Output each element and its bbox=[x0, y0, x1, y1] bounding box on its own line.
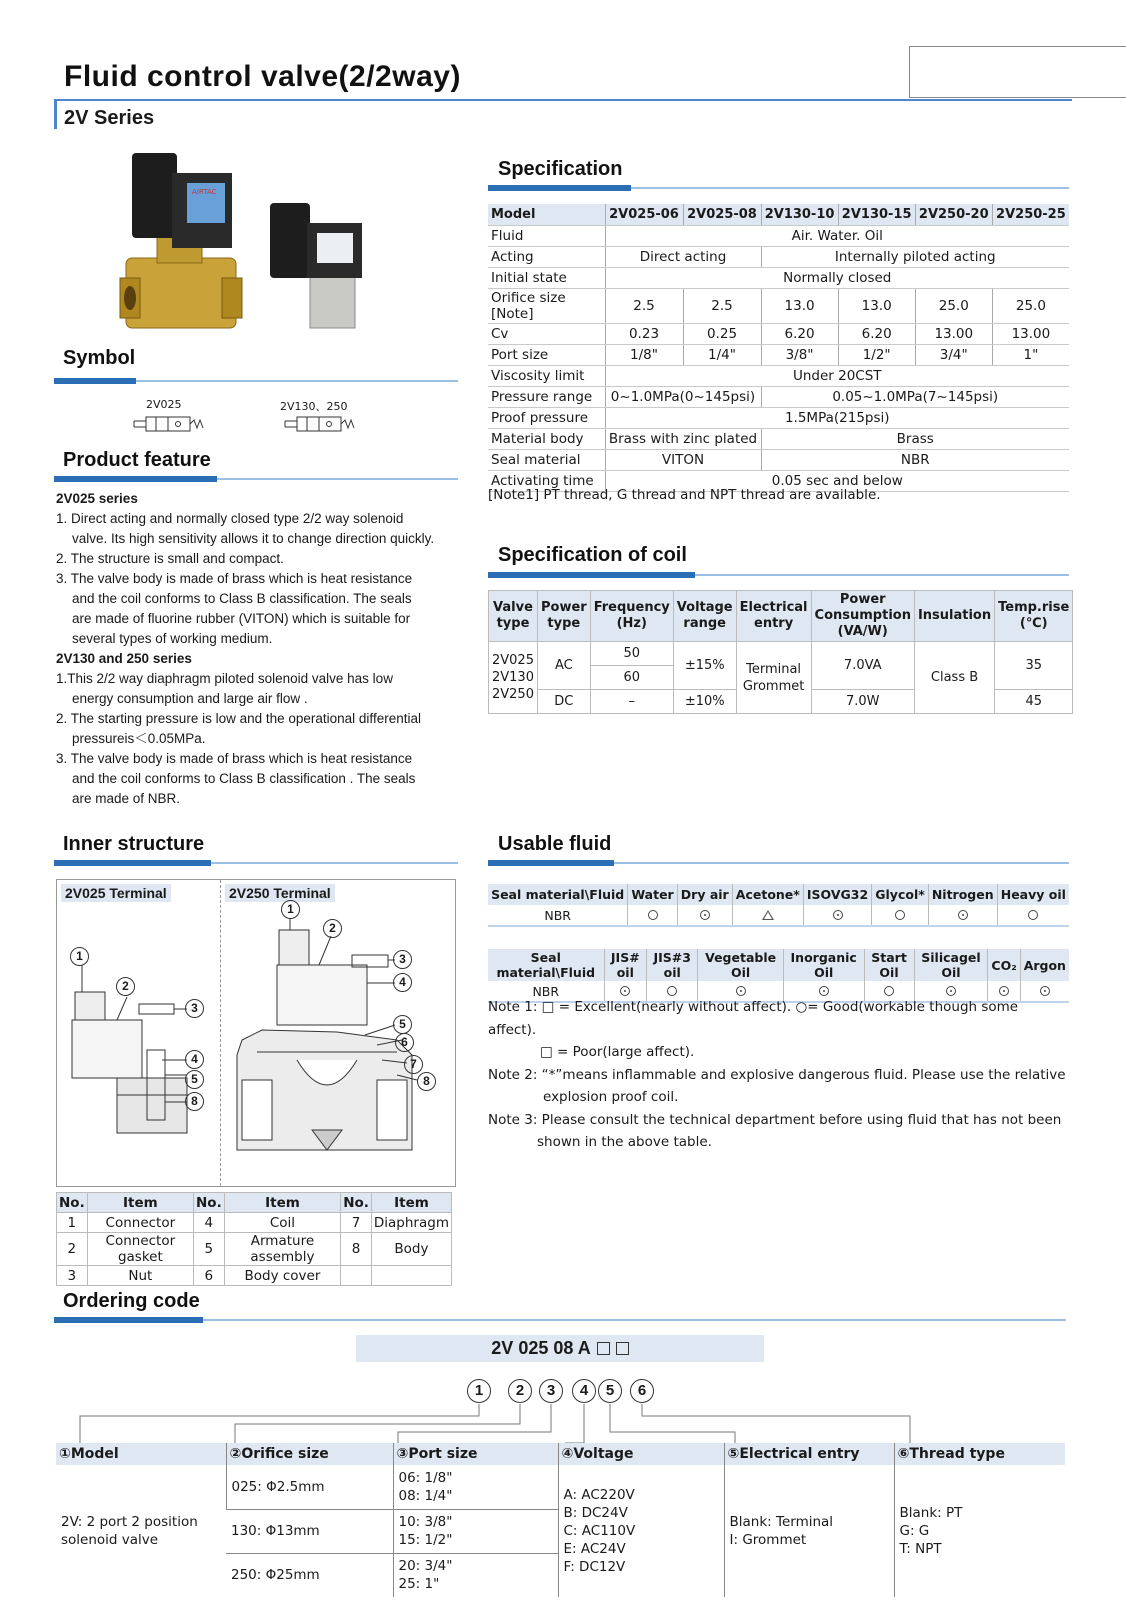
circle-icon bbox=[648, 910, 658, 920]
fluid-seal: NBR bbox=[488, 905, 628, 926]
code-part-4: 4 bbox=[572, 1379, 596, 1403]
fluid-header: CO₂ bbox=[988, 949, 1020, 981]
parts-cell: Armature assembly bbox=[224, 1233, 340, 1266]
ordering-header: ①Model bbox=[56, 1443, 226, 1465]
circle-icon bbox=[667, 986, 677, 996]
coil-volt-dc: ±10% bbox=[673, 690, 736, 714]
parts-header: No. bbox=[57, 1193, 88, 1213]
parts-cell: 7 bbox=[341, 1213, 372, 1233]
ordering-orifice: 025: Φ2.5mm bbox=[226, 1465, 393, 1509]
spec-value: Brass with zinc plated bbox=[605, 428, 761, 449]
spec-value: 1/8" bbox=[605, 344, 683, 365]
circle-dot-icon bbox=[999, 986, 1009, 996]
fluid-note: Note 3: Please consult the technical department before using fluid that has not been bbox=[488, 1111, 1062, 1128]
feature-line: pressureis＜0.05MPa. bbox=[72, 731, 206, 746]
ordering-header: ④Voltage bbox=[558, 1443, 724, 1465]
section-title-coil: Specification of coil bbox=[498, 544, 687, 566]
symbol-label-2v025: 2V025 bbox=[146, 398, 182, 411]
parts-cell: 8 bbox=[341, 1233, 372, 1266]
fluid-cell bbox=[628, 905, 677, 926]
spec-label: Pressure range bbox=[488, 386, 605, 407]
table-row bbox=[488, 267, 1069, 288]
ordering-table bbox=[56, 1443, 1065, 1597]
product-photo bbox=[112, 148, 382, 348]
spec-value: 25.0 bbox=[992, 288, 1069, 323]
coil-header: Temp.rise (℃) bbox=[995, 591, 1073, 642]
usable-fluid-table-2 bbox=[488, 949, 1069, 1003]
coil-insulation: Class B bbox=[914, 642, 994, 714]
spec-value: 0.25 bbox=[683, 323, 761, 344]
spec-label: Acting bbox=[488, 246, 605, 267]
parts-cell: 2 bbox=[57, 1233, 88, 1266]
callout-1: 1 bbox=[70, 947, 89, 966]
spec-value: 13.0 bbox=[761, 288, 838, 323]
parts-header: Item bbox=[87, 1193, 193, 1213]
spec-label: Port size bbox=[488, 344, 605, 365]
section-accent-bar bbox=[54, 860, 211, 866]
callout-7: 7 bbox=[404, 1055, 423, 1074]
table-row bbox=[57, 1193, 452, 1213]
spec-value: NBR bbox=[761, 449, 1069, 470]
circle-dot-icon bbox=[1040, 986, 1050, 996]
fluid-note: Note 2: “*”means inflammable and explosive dangerous fluid. Please use the relative bbox=[488, 1066, 1066, 1083]
section-title-ordering: Ordering code bbox=[63, 1290, 200, 1312]
table-row bbox=[56, 1465, 1065, 1509]
circle-dot-icon bbox=[700, 910, 710, 920]
spec-value: Brass bbox=[761, 428, 1069, 449]
title-rule-left bbox=[54, 99, 57, 129]
spec-label: Activating time bbox=[488, 470, 605, 491]
ordering-port: 20: 3/4" 25: 1" bbox=[393, 1553, 558, 1597]
table-row bbox=[488, 407, 1069, 428]
callout-8: 8 bbox=[417, 1072, 436, 1091]
section-title-usable: Usable fluid bbox=[498, 833, 612, 855]
coil-freq: – bbox=[590, 690, 673, 714]
feature-line: valve. Its high sensitivity allows it to change direction quickly. bbox=[72, 531, 435, 546]
parts-cell: Connector gasket bbox=[87, 1233, 193, 1266]
parts-cell: 6 bbox=[194, 1266, 225, 1286]
callout-3: 3 bbox=[393, 950, 412, 969]
ordering-code-band bbox=[356, 1335, 764, 1362]
inner-right-label: 2V250 Terminal bbox=[225, 884, 335, 902]
fluid-note: explosion proof coil. bbox=[543, 1089, 679, 1105]
callout-5: 5 bbox=[393, 1015, 412, 1034]
circle-dot-icon bbox=[620, 986, 630, 996]
spec-value: 25.0 bbox=[915, 288, 992, 323]
parts-cell: 3 bbox=[57, 1266, 88, 1286]
spec-value: 13.00 bbox=[992, 323, 1069, 344]
table-row bbox=[488, 204, 1069, 225]
table-row bbox=[488, 884, 1069, 905]
callout-4: 4 bbox=[393, 973, 412, 992]
ordering-connector-lines bbox=[0, 1400, 1126, 1445]
spec-label: Material body bbox=[488, 428, 605, 449]
code-part-2: 2 bbox=[508, 1379, 532, 1403]
inner-left-label: 2V025 Terminal bbox=[61, 884, 171, 902]
callout-8: 8 bbox=[185, 1092, 204, 1111]
spec-value: 13.0 bbox=[838, 288, 915, 323]
fluid-header: Seal material\Fluid bbox=[488, 884, 628, 905]
fluid-header: Seal material\Fluid bbox=[488, 949, 604, 981]
feature-line: and the coil conforms to Class B classification . The seals bbox=[72, 771, 416, 786]
fluid-note: □ = Poor(large affect). bbox=[540, 1044, 695, 1060]
coil-table bbox=[488, 590, 1073, 714]
product-feature-text bbox=[56, 489, 466, 809]
spec-value: 1/4" bbox=[683, 344, 761, 365]
spec-label: Proof pressure bbox=[488, 407, 605, 428]
code-part-1: 1 bbox=[467, 1379, 491, 1403]
feature-series-title: 2V130 and 250 series bbox=[56, 651, 192, 666]
spec-label: Fluid bbox=[488, 225, 605, 246]
fluid-header: Silicagel Oil bbox=[914, 949, 988, 981]
spec-label: Seal material bbox=[488, 449, 605, 470]
parts-table bbox=[56, 1192, 452, 1286]
title-rule bbox=[54, 99, 1072, 101]
callout-6: 6 bbox=[395, 1033, 414, 1052]
triangle-icon bbox=[762, 910, 774, 920]
spec-label: Orifice size [Note] bbox=[488, 288, 605, 323]
table-row bbox=[488, 905, 1069, 926]
coil-freq: 50 bbox=[590, 642, 673, 666]
spec-value: 1/2" bbox=[838, 344, 915, 365]
spec-value: 1" bbox=[992, 344, 1069, 365]
parts-cell: Body bbox=[371, 1233, 451, 1266]
fluid-cell bbox=[997, 905, 1069, 926]
parts-cell: 4 bbox=[194, 1213, 225, 1233]
fluid-cell bbox=[732, 905, 803, 926]
parts-header: Item bbox=[224, 1193, 340, 1213]
ordering-orifice: 130: Φ13mm bbox=[226, 1509, 393, 1553]
spec-model: 2V250-25 bbox=[992, 204, 1069, 225]
callout-3: 3 bbox=[185, 999, 204, 1018]
table-row bbox=[488, 949, 1069, 981]
spec-value: Internally piloted acting bbox=[761, 246, 1069, 267]
ordering-header: ③Port size bbox=[393, 1443, 558, 1465]
spec-value: 13.00 bbox=[915, 323, 992, 344]
fluid-header: Acetone* bbox=[732, 884, 803, 905]
parts-cell bbox=[371, 1266, 451, 1286]
spec-value: Normally closed bbox=[605, 267, 1069, 288]
table-row bbox=[57, 1233, 452, 1266]
fluid-header: Inorganic Oil bbox=[783, 949, 864, 981]
circle-dot-icon bbox=[833, 910, 843, 920]
callout-2: 2 bbox=[323, 919, 342, 938]
spec-label: Model bbox=[488, 204, 605, 225]
feature-line: 3. The valve body is made of brass which is heat resistance bbox=[56, 751, 413, 766]
coil-freq: 60 bbox=[590, 666, 673, 690]
table-row bbox=[488, 288, 1069, 323]
header-corner-box bbox=[909, 46, 1126, 98]
fluid-header: Nitrogen bbox=[928, 884, 997, 905]
coil-entry: Terminal Grommet bbox=[736, 642, 811, 714]
coil-header: Voltage range bbox=[673, 591, 736, 642]
specification-table bbox=[488, 204, 1069, 492]
callout-5: 5 bbox=[185, 1070, 204, 1089]
valve-symbol-2v025-icon bbox=[132, 413, 210, 435]
ordering-thread: Blank: PT G: G T: NPT bbox=[894, 1465, 1065, 1597]
table-row bbox=[57, 1266, 452, 1286]
spec-value: Under 20CST bbox=[605, 365, 1069, 386]
parts-cell: Body cover bbox=[224, 1266, 340, 1286]
table-row bbox=[488, 225, 1069, 246]
fluid-seal: NBR bbox=[488, 981, 604, 1002]
section-accent-bar bbox=[54, 476, 217, 482]
table-row bbox=[57, 1213, 452, 1233]
spec-model: 2V025-06 bbox=[605, 204, 683, 225]
spec-value: Direct acting bbox=[605, 246, 761, 267]
feature-line: and the coil conforms to Class B classification. The seals bbox=[72, 591, 412, 606]
usable-fluid-table-1 bbox=[488, 884, 1069, 927]
circle-icon bbox=[884, 986, 894, 996]
page-title: Fluid control valve(2/2way) bbox=[64, 60, 461, 93]
spec-label: Cv bbox=[488, 323, 605, 344]
table-row bbox=[489, 591, 1073, 642]
circle-icon bbox=[1028, 910, 1038, 920]
spec-value: 0.05 sec and below bbox=[605, 470, 1069, 491]
callout-4: 4 bbox=[185, 1050, 204, 1069]
fluid-note: shown in the above table. bbox=[537, 1134, 712, 1150]
fluid-header: JIS# oil bbox=[604, 949, 647, 981]
section-title-symbol: Symbol bbox=[63, 347, 136, 369]
table-row bbox=[488, 386, 1069, 407]
callout-1: 1 bbox=[281, 900, 300, 919]
spec-value: 6.20 bbox=[838, 323, 915, 344]
fluid-notes bbox=[488, 996, 1068, 1154]
table-row bbox=[489, 642, 1073, 666]
spec-value: 0~1.0MPa(0~145psi) bbox=[605, 386, 761, 407]
fluid-note: Note 1: □ = Excellent(nearly without affect). ○= Good(workable though some affect). bbox=[488, 999, 1019, 1038]
ordering-header: ⑥Thread type bbox=[894, 1443, 1065, 1465]
fluid-header: Water bbox=[628, 884, 677, 905]
fluid-header: Argon bbox=[1020, 949, 1069, 981]
feature-line: several types of working medium. bbox=[72, 631, 273, 646]
feature-line: 1. Direct acting and normally closed type 2/2 way solenoid bbox=[56, 511, 404, 526]
spec-label: Viscosity limit bbox=[488, 365, 605, 386]
coil-header: Electrical entry bbox=[736, 591, 811, 642]
code-part-5: 5 bbox=[598, 1379, 622, 1403]
table-row bbox=[56, 1443, 1065, 1465]
parts-cell: Connector bbox=[87, 1213, 193, 1233]
fluid-cell bbox=[677, 905, 732, 926]
section-accent-bar bbox=[488, 185, 631, 191]
table-row bbox=[488, 246, 1069, 267]
feature-line: are made of NBR. bbox=[72, 791, 181, 806]
circle-dot-icon bbox=[958, 910, 968, 920]
section-accent-bar bbox=[54, 378, 136, 384]
fluid-cell bbox=[928, 905, 997, 926]
section-accent-bar bbox=[488, 572, 695, 578]
feature-line: 1.This 2/2 way diaphragm piloted solenoid valve has low bbox=[56, 671, 393, 686]
parts-cell: Nut bbox=[87, 1266, 193, 1286]
section-title-feature: Product feature bbox=[63, 449, 211, 471]
circle-dot-icon bbox=[946, 986, 956, 996]
feature-line: 3. The valve body is made of brass which is heat resistance bbox=[56, 571, 413, 586]
spec-value: 6.20 bbox=[761, 323, 838, 344]
coil-power-dc: DC bbox=[537, 690, 590, 714]
brand-label: AIRTAC bbox=[192, 188, 217, 196]
parts-header: No. bbox=[341, 1193, 372, 1213]
coil-header: Insulation bbox=[914, 591, 994, 642]
option-square-icon bbox=[616, 1342, 629, 1355]
spec-value: 2.5 bbox=[683, 288, 761, 323]
feature-line: 2. The structure is small and compact. bbox=[56, 551, 284, 566]
feature-line: are made of fluorine rubber (VITON) which is suitable for bbox=[72, 611, 411, 626]
fluid-header: Heavy oil bbox=[997, 884, 1069, 905]
coil-header: Frequency (Hz) bbox=[590, 591, 673, 642]
feature-line: energy consumption and large air flow . bbox=[72, 691, 308, 706]
spec-model: 2V130-10 bbox=[761, 204, 838, 225]
coil-power-ac-value: 7.0VA bbox=[811, 642, 914, 690]
section-title-specification: Specification bbox=[498, 158, 623, 180]
ordering-voltage: A: AC220V B: DC24V C: AC110V E: AC24V F: DC12V bbox=[558, 1465, 724, 1597]
code-part-3: 3 bbox=[539, 1379, 563, 1403]
fluid-cell bbox=[872, 905, 929, 926]
coil-header: Valve type bbox=[489, 591, 538, 642]
coil-power-dc-value: 7.0W bbox=[811, 690, 914, 714]
spec-value: 1.5MPa(215psi) bbox=[605, 407, 1069, 428]
spec-model: 2V025-08 bbox=[683, 204, 761, 225]
ordering-header: ⑤Electrical entry bbox=[724, 1443, 894, 1465]
valve-symbol-2v130-icon bbox=[283, 413, 361, 435]
parts-cell: Diaphragm bbox=[371, 1213, 451, 1233]
series-title: 2V Series bbox=[64, 107, 155, 129]
spec-model: 2V250-20 bbox=[915, 204, 992, 225]
ordering-header: ②Orifice size bbox=[226, 1443, 393, 1465]
ordering-model: 2V: 2 port 2 position solenoid valve bbox=[61, 1514, 198, 1548]
fluid-header: Start Oil bbox=[864, 949, 914, 981]
table-row bbox=[488, 344, 1069, 365]
table-row bbox=[488, 449, 1069, 470]
fluid-header: JIS#3 oil bbox=[647, 949, 698, 981]
spec-value: 0.05~1.0MPa(7~145psi) bbox=[761, 386, 1069, 407]
spec-label: Initial state bbox=[488, 267, 605, 288]
table-row bbox=[488, 365, 1069, 386]
fluid-header: Vegetable Oil bbox=[698, 949, 783, 981]
coil-volt-ac: ±15% bbox=[673, 642, 736, 690]
spec-value: 2.5 bbox=[605, 288, 683, 323]
option-square-icon bbox=[597, 1342, 610, 1355]
spec-value: 0.23 bbox=[605, 323, 683, 344]
feature-series-title: 2V025 series bbox=[56, 491, 138, 506]
ordering-code-text: 2V 025 08 A bbox=[491, 1338, 591, 1358]
ordering-port: 06: 1/8" 08: 1/4" bbox=[393, 1465, 558, 1509]
coil-header: Power Consumption (VA/W) bbox=[811, 591, 914, 642]
parts-cell: Coil bbox=[224, 1213, 340, 1233]
coil-temp: 35 bbox=[995, 642, 1073, 690]
parts-cell bbox=[341, 1266, 372, 1286]
inner-structure-drawing bbox=[57, 880, 457, 1188]
circle-icon bbox=[895, 910, 905, 920]
callout-2: 2 bbox=[116, 977, 135, 996]
spec-value: 3/8" bbox=[761, 344, 838, 365]
spec-model: 2V130-15 bbox=[838, 204, 915, 225]
ordering-port: 10: 3/8" 15: 1/2" bbox=[393, 1509, 558, 1553]
section-accent-bar bbox=[488, 860, 614, 866]
inner-structure-panel bbox=[56, 879, 456, 1187]
coil-header: Power type bbox=[537, 591, 590, 642]
parts-header: No. bbox=[194, 1193, 225, 1213]
ordering-entry: Blank: Terminal I: Grommet bbox=[724, 1465, 894, 1597]
ordering-orifice: 250: Φ25mm bbox=[231, 1567, 320, 1584]
spec-note: [Note1] PT thread, G thread and NPT thread are available. bbox=[488, 487, 881, 503]
parts-header: Item bbox=[371, 1193, 451, 1213]
code-part-6: 6 bbox=[630, 1379, 654, 1403]
coil-valve-types: 2V025 2V130 2V250 bbox=[489, 642, 538, 714]
fluid-cell bbox=[803, 905, 871, 926]
spec-value: Air. Water. Oil bbox=[605, 225, 1069, 246]
section-title-inner: Inner structure bbox=[63, 833, 205, 855]
feature-line: 2. The starting pressure is low and the operational differential bbox=[56, 711, 421, 726]
parts-cell: 5 bbox=[194, 1233, 225, 1266]
coil-power-ac: AC bbox=[537, 642, 590, 690]
table-row bbox=[488, 428, 1069, 449]
symbol-label-2v130: 2V130、250 bbox=[280, 400, 348, 413]
table-row bbox=[488, 323, 1069, 344]
fluid-header: ISOVG32 bbox=[803, 884, 871, 905]
section-rule bbox=[54, 1319, 1066, 1321]
parts-cell: 1 bbox=[57, 1213, 88, 1233]
circle-dot-icon bbox=[819, 986, 829, 996]
fluid-header: Dry air bbox=[677, 884, 732, 905]
section-accent-bar bbox=[54, 1317, 203, 1323]
fluid-header: Glycol* bbox=[872, 884, 929, 905]
circle-dot-icon bbox=[736, 986, 746, 996]
spec-value: 3/4" bbox=[915, 344, 992, 365]
spec-value: VITON bbox=[605, 449, 761, 470]
coil-temp: 45 bbox=[995, 690, 1073, 714]
